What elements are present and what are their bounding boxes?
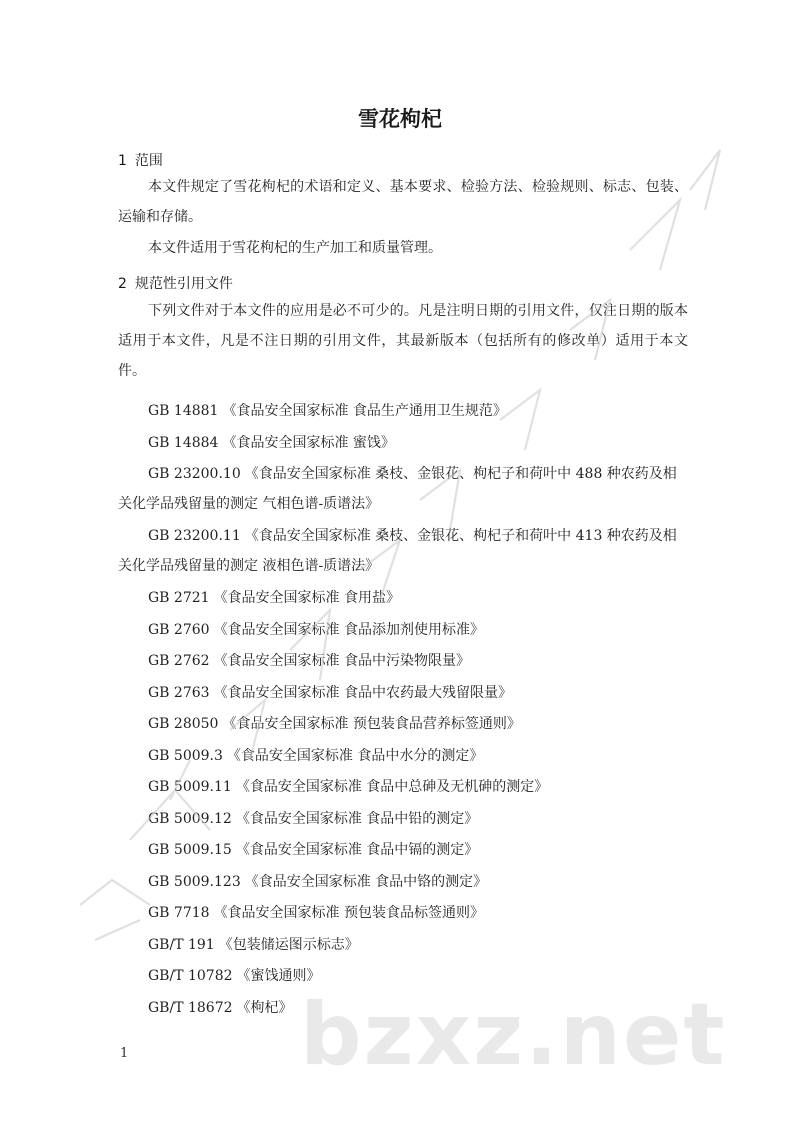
scope-paragraph-2: 本文件适用于雪花枸杞的生产加工和质量管理。: [148, 240, 442, 256]
reference-item: [148, 898, 688, 928]
reference-code: GB 2762: [148, 653, 210, 669]
reference-item: [148, 615, 688, 645]
reference-code: GB 23200.10: [148, 466, 241, 482]
reference-item: [148, 428, 688, 458]
reference-item: [148, 646, 688, 676]
reference-code: GB/T 191: [148, 936, 215, 953]
reference-title: 《食品安全国家标准 食用盐》: [213, 590, 401, 606]
reference-code: GB 2760: [148, 621, 210, 638]
section-number: 1: [118, 153, 127, 169]
reference-title: 《食品安全国家标准 食品中水分的测定》: [226, 747, 484, 764]
reference-item: [148, 396, 688, 426]
reference-item: [148, 867, 688, 897]
reference-title: 《枸杞》: [236, 999, 293, 1016]
reference-title: 《食品安全国家标准 食品中总砷及无机砷的测定》: [235, 779, 549, 795]
reference-title: 《食品安全国家标准 食品添加剂使用标准》: [213, 621, 485, 638]
reference-item: [118, 459, 688, 519]
reference-title: 《蜜饯通则》: [236, 968, 321, 984]
reference-code: GB/T 18672: [148, 999, 233, 1016]
reference-title: 《食品安全国家标准 桑枝、金银花、枸杞子和荷叶中 488 种农药及相关化学品残留量的测定 气相色谱-质谱法》: [118, 466, 677, 512]
reference-item: [148, 930, 688, 960]
page-number: 1: [120, 1046, 129, 1061]
reference-code: GB 23200.11: [148, 528, 241, 544]
section-title: 范围: [134, 153, 163, 169]
reference-item: [148, 678, 688, 708]
reference-code: GB 28050: [148, 716, 219, 732]
reference-code: GB 5009.11: [148, 779, 232, 795]
section-heading-scope: [118, 150, 163, 170]
reference-code: GB 5009.15: [148, 842, 232, 858]
reference-code: GB 5009.12: [148, 810, 232, 827]
reference-code: GB 7718: [148, 905, 210, 921]
section-heading-references: [118, 273, 233, 293]
reference-code: GB/T 10782: [148, 968, 233, 984]
reference-title: 《食品安全国家标准 食品中铅的测定》: [235, 810, 479, 827]
reference-item: [148, 772, 688, 802]
section-title: 规范性引用文件: [134, 276, 233, 292]
reference-code: GB 14884: [148, 434, 219, 451]
reference-title: 《食品安全国家标准 预包装食品营养标签通则》: [222, 716, 521, 732]
reference-item: [148, 741, 688, 771]
reference-title: 《食品安全国家标准 食品中污染物限量》: [213, 653, 471, 669]
reference-item: [148, 709, 688, 739]
reference-item: [118, 521, 688, 581]
scope-paragraph-1: 本文件规定了雪花枸杞的术语和定义、基本要求、检验方法、检验规则、标志、包装、运输和存储。: [118, 179, 688, 225]
reference-title: 《食品安全国家标准 食品中铬的测定》: [244, 873, 488, 890]
references-intro: 下列文件对于本文件的应用是必不可少的。凡是注明日期的引用文件，仅注日期的版本适用于本文件，凡是不注日期的引用文件，其最新版本（包括所有的修改单）适用于本文件。: [118, 303, 688, 379]
reference-title: 《食品安全国家标准 桑枝、金银花、枸杞子和荷叶中 413 种农药及相关化学品残留量的测定 液相色谱-质谱法》: [118, 528, 677, 574]
reference-code: GB 2721: [148, 590, 210, 606]
reference-title: 《食品安全国家标准 食品生产通用卫生规范》: [222, 403, 507, 419]
reference-title: 《包装储运图示标志》: [218, 936, 359, 953]
reference-code: GB 14881: [148, 403, 219, 419]
reference-code: GB 5009.3: [148, 747, 223, 764]
reference-title: 《食品安全国家标准 预包装食品标签通则》: [213, 905, 485, 921]
watermark-text: bzxz.net: [300, 985, 727, 1085]
reference-code: GB 5009.123: [148, 873, 241, 890]
document-title: 雪花枸杞: [358, 107, 442, 131]
reference-item: [148, 583, 688, 613]
reference-item: [148, 804, 688, 834]
section-number: 2: [118, 276, 127, 292]
reference-title: 《食品安全国家标准 食品中镉的测定》: [235, 842, 479, 858]
reference-title: 《食品安全国家标准 食品中农药最大残留限量》: [213, 684, 513, 701]
reference-code: GB 2763: [148, 684, 210, 701]
reference-title: 《食品安全国家标准 蜜饯》: [222, 434, 395, 451]
reference-item: [148, 835, 688, 865]
